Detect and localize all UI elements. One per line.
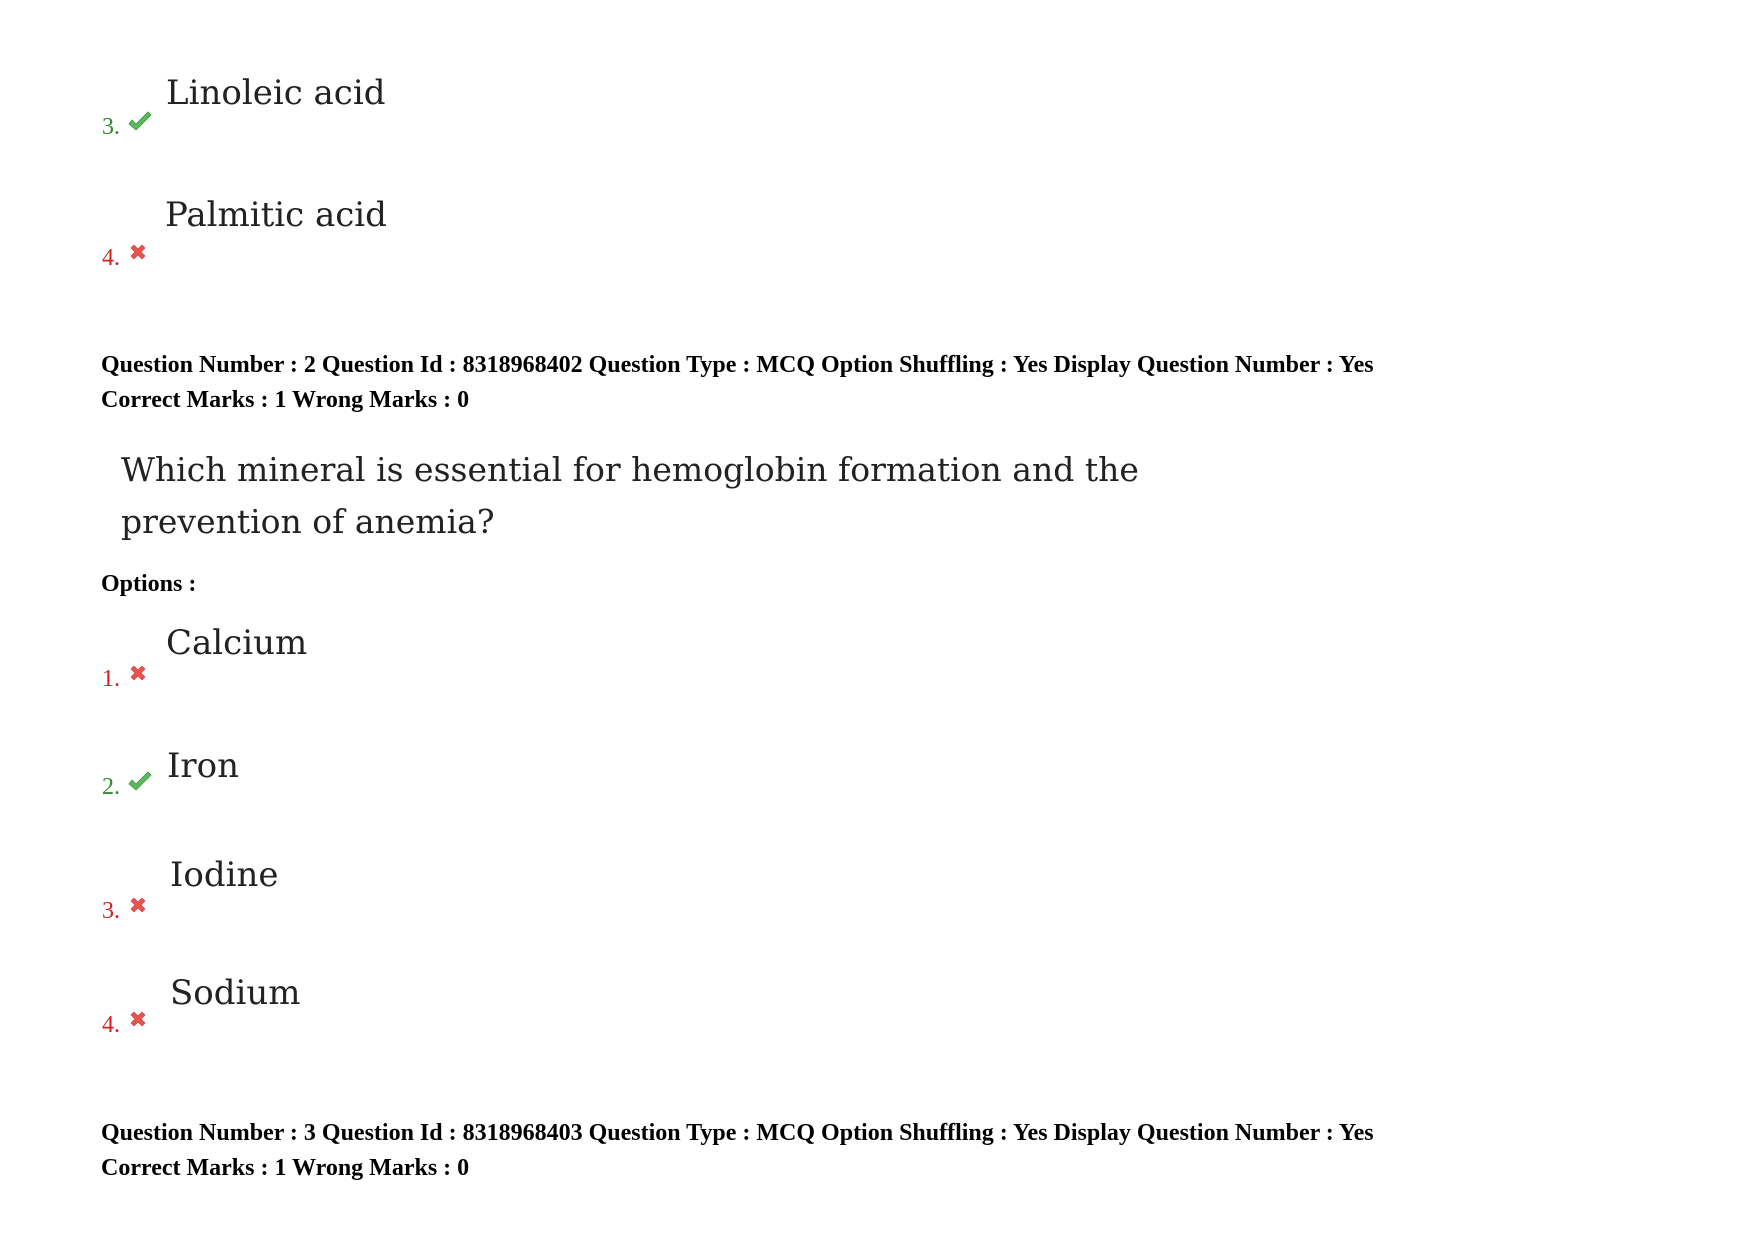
option-number: 4. (102, 1012, 120, 1038)
option-text: Iron (167, 746, 240, 786)
cross-icon (129, 1010, 147, 1028)
question-meta-line1: Question Number : 2 Question Id : 8318968402 Question Type : MCQ Option Shuffling : Yes Display Question Number : Yes (101, 352, 1374, 378)
question-text-line1: Which mineral is essential for hemoglobin formation and the (121, 450, 1139, 489)
option-number: 2. (102, 774, 120, 800)
check-icon (127, 770, 153, 796)
cross-icon (129, 664, 147, 682)
check-icon (127, 110, 153, 136)
question-text-line2: prevention of anemia? (121, 502, 495, 541)
option-text: Iodine (170, 855, 279, 895)
question-marks-line: Correct Marks : 1 Wrong Marks : 0 (101, 1155, 470, 1181)
cross-icon (129, 243, 147, 261)
option-number: 1. (102, 666, 120, 692)
option-text: Linoleic acid (166, 73, 386, 113)
question-text (121, 444, 1139, 548)
option-number: 3. (102, 898, 120, 924)
option-number: 4. (102, 245, 120, 271)
option-text: Palmitic acid (165, 195, 387, 235)
cross-icon (129, 896, 147, 914)
options-label: Options : (101, 571, 197, 597)
option-text: Sodium (170, 973, 301, 1013)
option-text: Calcium (166, 623, 308, 663)
option-number: 3. (102, 114, 120, 140)
question-meta-line1: Question Number : 3 Question Id : 8318968403 Question Type : MCQ Option Shuffling : Yes Display Question Number : Yes (101, 1120, 1374, 1146)
question-marks-line: Correct Marks : 1 Wrong Marks : 0 (101, 387, 470, 413)
